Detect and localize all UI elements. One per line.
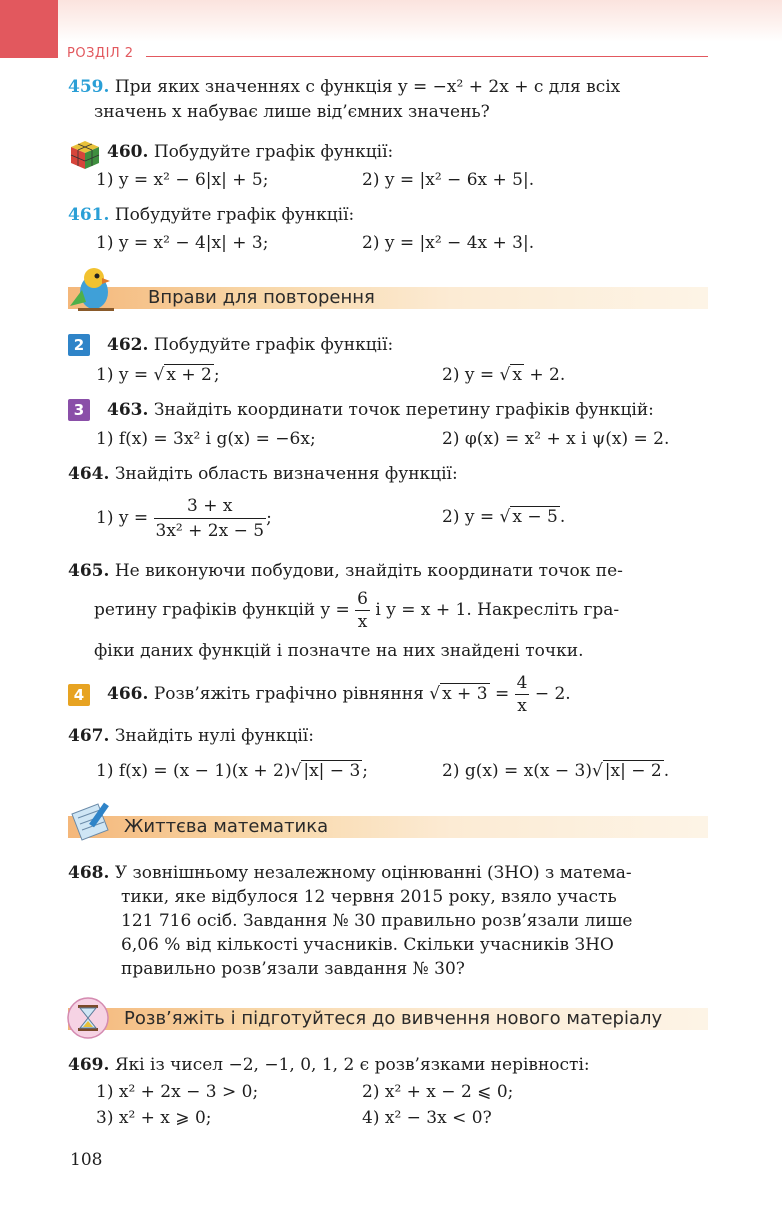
page-number: 108 (70, 1150, 103, 1170)
problem-463-line1: 463. Знайдіть координати точок перетину графіків функцій: (107, 400, 654, 420)
problem-464-b: 2) y = √ x − 5 . (442, 507, 566, 527)
problem-468-line2: тики, яке відбулося 12 червня 2015 року, взяло участь (121, 887, 617, 907)
chapter-label: РОЗДІЛ 2 (67, 46, 134, 61)
problem-460-b: 2) y = |x² − 6x + 5|. (362, 170, 535, 190)
section-title-life: Життєва математика (124, 816, 329, 837)
notebook-pencil-icon (68, 800, 116, 842)
problem-467-line1: 467. Знайдіть нулі функції: (68, 726, 314, 746)
problem-460-line1: 460. Побудуйте графік функції: (107, 142, 394, 162)
problem-466: 466. Розв’яжіть графічно рівняння √ x + 3 = $\frac{4}{x}$ − 2. (107, 673, 571, 716)
problem-465-line2: ретину графіків функцій y = $\frac{6}{x}$ і y = x + 1. Накресліть гра- (94, 589, 620, 632)
problem-460-a: 1) y = x² − 6|x| + 5; (96, 170, 269, 190)
problem-459-line1: 459. При яких значеннях c функція y = −x² + 2x + c для всіх (68, 77, 621, 97)
problem-468-line5: правильно розв’язали завдання № 30? (121, 959, 465, 979)
problem-467-b: 2) g(x) = x(x − 3)√ |x| − 2 . (442, 761, 670, 781)
problem-469-a: 1) x² + 2x − 3 > 0; (96, 1082, 259, 1102)
level-3-icon: 3 (68, 399, 90, 421)
problem-469-b: 2) x² + x − 2 ⩽ 0; (362, 1082, 514, 1102)
fraction: $\frac{3 + x}{\text{3x² + 2x − 5}}$ (155, 496, 265, 541)
section-title-review: Вправи для повторення (148, 287, 375, 308)
hourglass-icon (66, 996, 110, 1040)
problem-464-a: 1) y = $\frac{3 + x}{\text{3x² + 2x − 5}}$ ; (96, 496, 272, 541)
problem-461-a: 1) y = x² − 4|x| + 3; (96, 233, 269, 253)
problem-463-b: 2) φ(x) = x² + x і ψ(x) = 2. (442, 429, 670, 449)
rubik-cube-icon (67, 139, 103, 171)
problem-464-line1: 464. Знайдіть область визначення функції: (68, 464, 458, 484)
problem-468-line4: 6,06 % від кількості учасників. Скільки учасників ЗНО (121, 935, 614, 955)
top-band (0, 0, 782, 42)
problem-467-a: 1) f(x) = (x − 1)(x + 2)√ |x| − 3 ; (96, 761, 368, 781)
parrot-icon (64, 262, 120, 314)
problem-462-a: 1) y = √ x + 2 ; (96, 365, 220, 385)
problem-469-d: 4) x² − 3x < 0? (362, 1108, 492, 1128)
problem-465-line3: фіки даних функцій і позначте на них знайдені точки. (94, 641, 584, 661)
problem-461-line1: 461. Побудуйте графік функції: (68, 205, 355, 225)
problem-468-line1: 468. У зовнішньому незалежному оцінюванні (ЗНО) з матема- (68, 863, 632, 883)
fraction: $\frac{6}{x}$ (357, 589, 368, 632)
fraction: $\frac{4}{x}$ (516, 673, 528, 716)
level-4-icon: 4 (68, 684, 90, 706)
problem-462-line1: 462. Побудуйте графік функції: (107, 335, 394, 355)
level-2-icon: 2 (68, 334, 90, 356)
problem-461-b: 2) y = |x² − 4x + 3|. (362, 233, 535, 253)
problem-459-line2: значень x набуває лише від’ємних значень? (94, 102, 490, 122)
problem-465-line1: 465. Не виконуючи побудови, знайдіть координати точок пе- (68, 561, 623, 581)
problem-463-a: 1) f(x) = 3x² і g(x) = −6x; (96, 429, 316, 449)
problem-468-line3: 121 716 осіб. Завдання № 30 правильно розв’язали лише (121, 911, 633, 931)
chapter-tab (0, 0, 58, 58)
chapter-rule (146, 56, 708, 57)
problem-469-line1: 469. Які із чисел −2, −1, 0, 1, 2 є розв’язками нерівності: (68, 1055, 590, 1075)
problem-462-b: 2) y = √ x + 2. (442, 365, 566, 385)
problem-number: 459. (68, 77, 110, 97)
section-title-prepare: Розв’яжіть і підготуйтеся до вивчення нового матеріалу (124, 1008, 663, 1029)
problem-469-c: 3) x² + x ⩾ 0; (96, 1108, 212, 1128)
